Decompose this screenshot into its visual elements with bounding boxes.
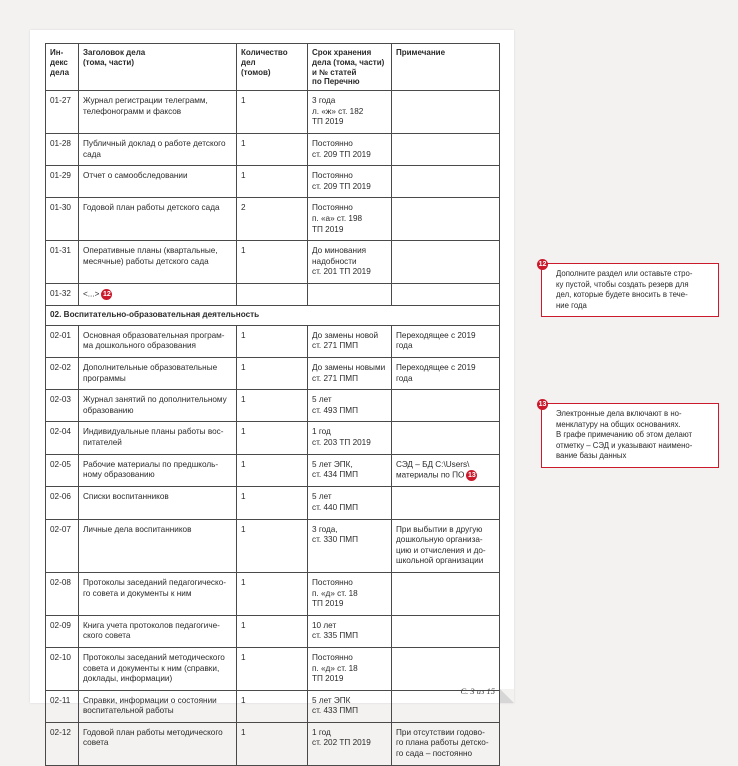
cell-count: 1 bbox=[237, 422, 308, 454]
header-retention: Срок хранения дела (тома, части) и № статей по Перечню bbox=[308, 44, 392, 91]
cell-retention: Постоянно ст. 209 ТП 2019 bbox=[308, 133, 392, 165]
document-page bbox=[30, 30, 514, 759]
cell-title: Отчет о самообследовании bbox=[79, 166, 237, 198]
cell-index: 01-30 bbox=[46, 198, 79, 241]
cell-title: Журнал регистрации телеграмм, телефонограмм и факсов bbox=[79, 91, 237, 134]
cell-index: 01-31 bbox=[46, 241, 79, 284]
cell-note bbox=[392, 283, 500, 305]
cell-note bbox=[392, 91, 500, 134]
table-row-01-27 bbox=[46, 91, 500, 134]
cell-index: 02-11 bbox=[46, 690, 79, 722]
cell-index: 01-28 bbox=[46, 133, 79, 165]
cell-title: <...> 12 bbox=[79, 283, 237, 305]
table-row-02-01 bbox=[46, 325, 500, 357]
annotation-badge-13: 13 bbox=[538, 401, 547, 408]
table-row-02-10 bbox=[46, 647, 500, 690]
cell-retention: 3 года, ст. 330 ПМП bbox=[308, 519, 392, 572]
cell-count: 1 bbox=[237, 357, 308, 389]
cell-retention: До минования надобности ст. 201 ТП 2019 bbox=[308, 241, 392, 284]
cell-count: 1 bbox=[237, 133, 308, 165]
cell-note: Переходящее с 2019 года bbox=[392, 325, 500, 357]
annotation-badge-13: 13 bbox=[467, 472, 476, 480]
cell-index: 01-29 bbox=[46, 166, 79, 198]
cell-title: Годовой план работы методического совета bbox=[79, 722, 237, 765]
cell-index: 02-10 bbox=[46, 647, 79, 690]
cell-note bbox=[392, 572, 500, 615]
cell-note bbox=[392, 241, 500, 284]
annotation-badge-12: 12 bbox=[538, 261, 547, 268]
callout-text: Электронные дела включают в но- менклатуру на общих основаниях. В графе примечанию об этом делают отметку – СЭД и указывают наимено- вание базы данных bbox=[556, 409, 693, 461]
table-row-01-30 bbox=[46, 198, 500, 241]
cell-title: Протоколы заседаний методического совета и документы к ним (справки, доклады, информации) bbox=[79, 647, 237, 690]
table-row-02-09 bbox=[46, 615, 500, 647]
cell-retention: Постоянно п. «д» ст. 18 ТП 2019 bbox=[308, 647, 392, 690]
cell-note bbox=[392, 422, 500, 454]
cell-retention: 5 лет ЭПК, ст. 434 ПМП bbox=[308, 454, 392, 487]
cell-index: 01-27 bbox=[46, 91, 79, 134]
cell-index: 01-32 bbox=[46, 283, 79, 305]
cell-index: 02-04 bbox=[46, 422, 79, 454]
cell-index: 02-07 bbox=[46, 519, 79, 572]
cell-title: Дополнительные образовательные программы bbox=[79, 357, 237, 389]
table-header-row bbox=[46, 44, 500, 91]
cell-index: 02-03 bbox=[46, 390, 79, 422]
table-row-01-31 bbox=[46, 241, 500, 284]
cell-retention bbox=[308, 283, 392, 305]
cell-count: 1 bbox=[237, 166, 308, 198]
cell-title: Справки, информации о состоянии воспитательной работы bbox=[79, 690, 237, 722]
cell-retention: До замены новыми ст. 271 ПМП bbox=[308, 357, 392, 389]
cell-title: Протоколы заседаний педагогическо- го совета и документы к ним bbox=[79, 572, 237, 615]
page-corner-fold bbox=[500, 689, 514, 703]
cell-count: 1 bbox=[237, 241, 308, 284]
cell-count: 1 bbox=[237, 722, 308, 765]
cell-retention: До замены новой ст. 271 ПМП bbox=[308, 325, 392, 357]
cell-retention: Постоянно п. «а» ст. 198 ТП 2019 bbox=[308, 198, 392, 241]
cell-retention: 1 год ст. 202 ТП 2019 bbox=[308, 722, 392, 765]
cell-title: Журнал занятий по дополнительному образованию bbox=[79, 390, 237, 422]
cell-note: СЭД – БД C:\Users\ материалы по ПО 13 bbox=[392, 454, 500, 487]
callout-text: Дополните раздел или оставьте стро- ку пустой, чтобы создать резерв для дел, которые будете вносить в тече- ние года bbox=[556, 269, 693, 310]
cell-title: Книга учета протоколов педагогиче- ского совета bbox=[79, 615, 237, 647]
cell-count: 1 bbox=[237, 690, 308, 722]
cell-note bbox=[392, 647, 500, 690]
cell-index: 02-05 bbox=[46, 454, 79, 487]
table-row-02-12 bbox=[46, 722, 500, 765]
cell-retention: 5 лет ст. 440 ПМП bbox=[308, 487, 392, 519]
cell-index: 02-02 bbox=[46, 357, 79, 389]
cell-title: Рабочие материалы по предшколь- ному образованию bbox=[79, 454, 237, 487]
header-count: Количество дел (томов) bbox=[237, 44, 308, 91]
cell-count bbox=[237, 283, 308, 305]
header-index: Ин- декс дела bbox=[46, 44, 79, 91]
cell-retention: 5 лет ст. 493 ПМП bbox=[308, 390, 392, 422]
cell-count: 1 bbox=[237, 519, 308, 572]
section-header-row bbox=[46, 306, 500, 326]
cell-note bbox=[392, 166, 500, 198]
cell-note: При отсутствии годово- го плана работы детско- го сада – постоянно bbox=[392, 722, 500, 765]
cell-index: 02-12 bbox=[46, 722, 79, 765]
section-title: 02. Воспитательно-образовательная деятельность bbox=[46, 306, 500, 326]
cell-count: 2 bbox=[237, 198, 308, 241]
table-row-01-32 bbox=[46, 283, 500, 305]
cell-note: При выбытии в другую дошкольную организа- цию и отчисления и до- школьной организации bbox=[392, 519, 500, 572]
cell-count: 1 bbox=[237, 647, 308, 690]
cell-index: 02-01 bbox=[46, 325, 79, 357]
cell-count: 1 bbox=[237, 487, 308, 519]
cell-count: 1 bbox=[237, 454, 308, 487]
annotation-badge-12: 12 bbox=[102, 290, 111, 298]
header-note: Примечание bbox=[392, 44, 500, 91]
cell-count: 1 bbox=[237, 390, 308, 422]
cell-retention: 10 лет ст. 335 ПМП bbox=[308, 615, 392, 647]
table-row-02-05 bbox=[46, 454, 500, 487]
cell-note: Переходящее с 2019 года bbox=[392, 357, 500, 389]
cell-count: 1 bbox=[237, 325, 308, 357]
cell-title: Публичный доклад о работе детского сада bbox=[79, 133, 237, 165]
cell-note bbox=[392, 487, 500, 519]
cell-title: Личные дела воспитанников bbox=[79, 519, 237, 572]
table-row-02-08 bbox=[46, 572, 500, 615]
callout-note-12 bbox=[538, 261, 719, 317]
table-row-02-04 bbox=[46, 422, 500, 454]
table-row-02-02 bbox=[46, 357, 500, 389]
cell-count: 1 bbox=[237, 615, 308, 647]
cell-retention: 1 год ст. 203 ТП 2019 bbox=[308, 422, 392, 454]
table-row-02-06 bbox=[46, 487, 500, 519]
cell-count: 1 bbox=[237, 91, 308, 134]
cell-retention: 5 лет ЭПК ст. 433 ПМП bbox=[308, 690, 392, 722]
cell-title: Годовой план работы детского сада bbox=[79, 198, 237, 241]
cell-index: 02-09 bbox=[46, 615, 79, 647]
cell-retention: 3 года л. «ж» ст. 182 ТП 2019 bbox=[308, 91, 392, 134]
callout-note-13 bbox=[538, 401, 719, 468]
table-row-02-11 bbox=[46, 690, 500, 722]
cell-note bbox=[392, 133, 500, 165]
cell-index: 02-06 bbox=[46, 487, 79, 519]
table-row-01-29 bbox=[46, 166, 500, 198]
cell-title: Индивидуальные планы работы вос- питателей bbox=[79, 422, 237, 454]
table-row-01-28 bbox=[46, 133, 500, 165]
header-title: Заголовок дела (тома, части) bbox=[79, 44, 237, 91]
cell-count: 1 bbox=[237, 572, 308, 615]
cell-note bbox=[392, 615, 500, 647]
cell-note bbox=[392, 198, 500, 241]
table-row-02-03 bbox=[46, 390, 500, 422]
table-row-02-07 bbox=[46, 519, 500, 572]
cell-note bbox=[392, 390, 500, 422]
cell-title: Основная образовательная програм- ма дошкольного образования bbox=[79, 325, 237, 357]
cell-title: Оперативные планы (квартальные, месячные) работы детского сада bbox=[79, 241, 237, 284]
cell-retention: Постоянно п. «д» ст. 18 ТП 2019 bbox=[308, 572, 392, 615]
cell-title: Списки воспитанников bbox=[79, 487, 237, 519]
page-number: С. 3 из 15 bbox=[460, 686, 495, 696]
cell-retention: Постоянно ст. 209 ТП 2019 bbox=[308, 166, 392, 198]
cell-index: 02-08 bbox=[46, 572, 79, 615]
nomenclature-table bbox=[45, 43, 500, 766]
